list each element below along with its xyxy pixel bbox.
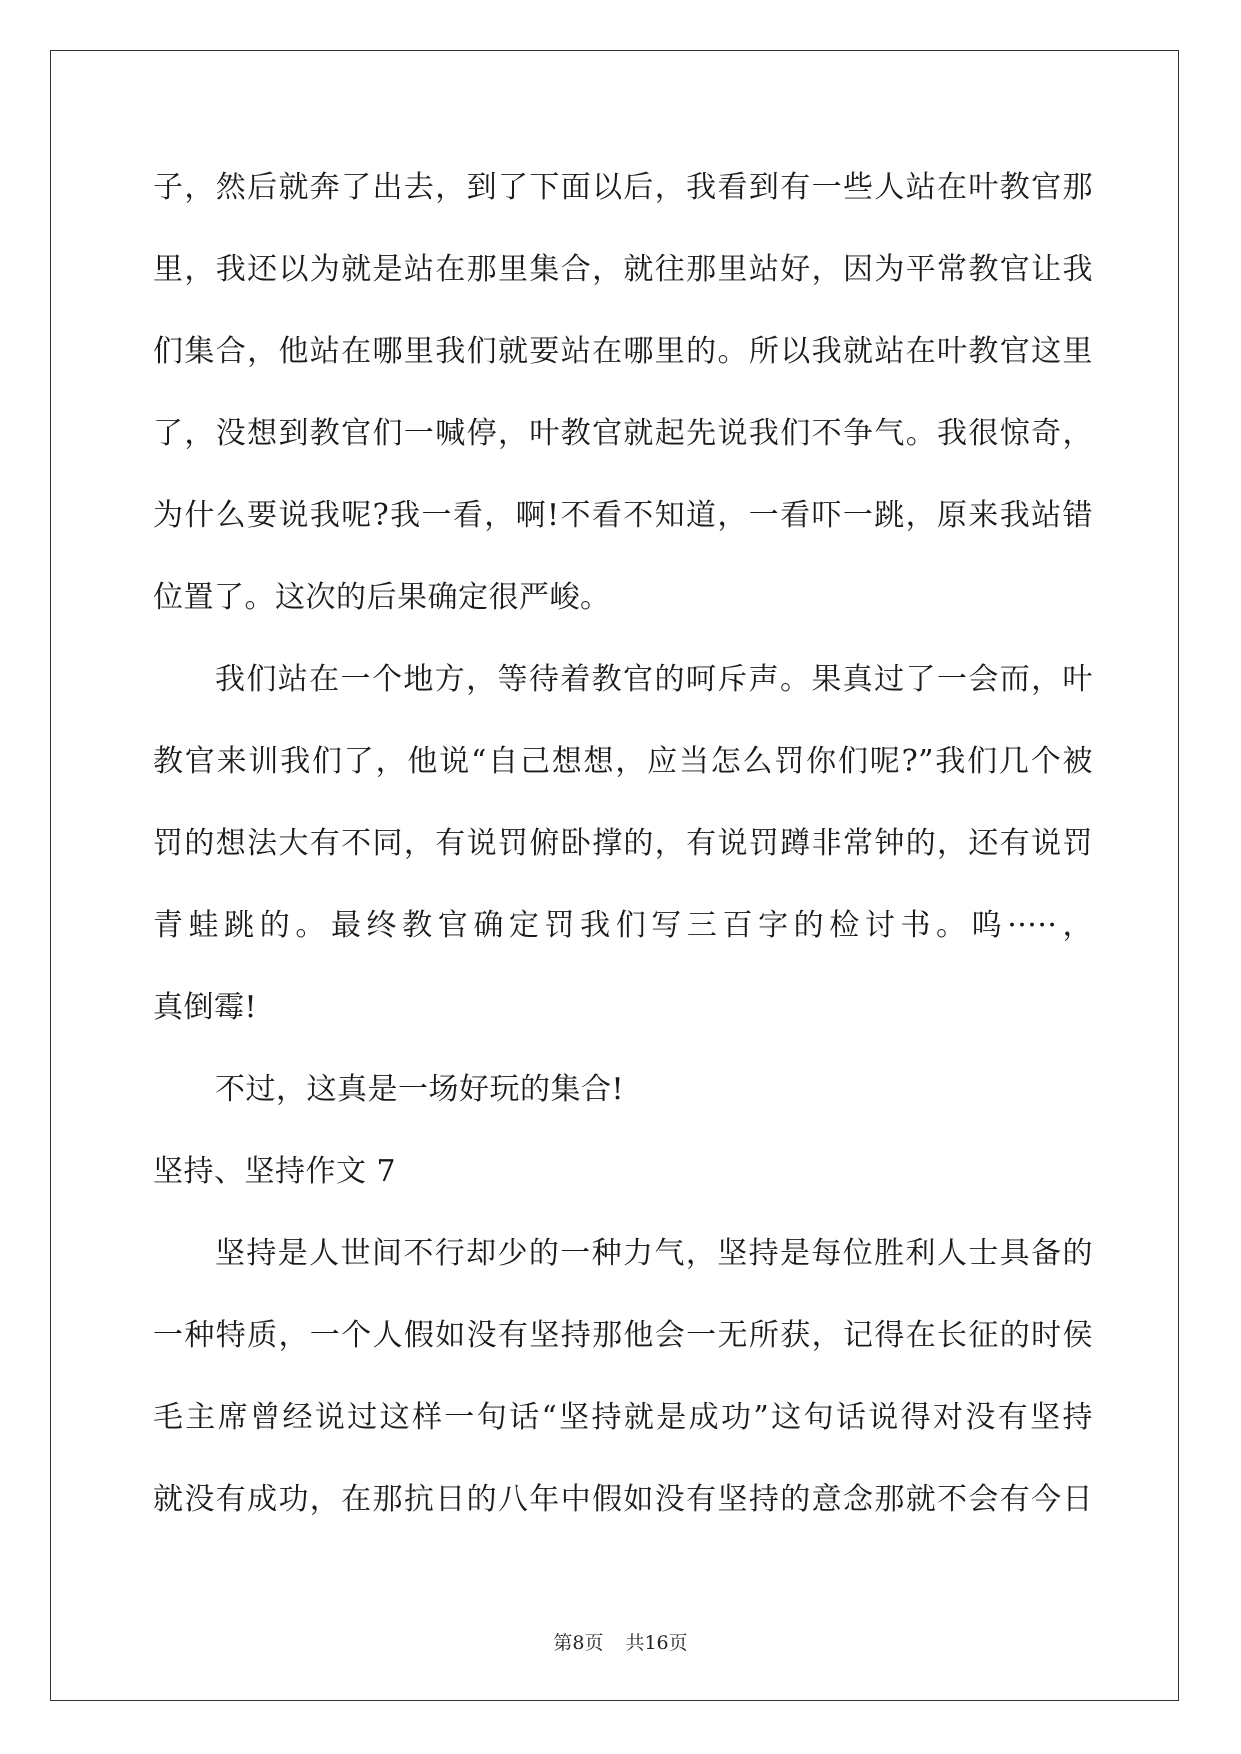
document-body xyxy=(153,162,1093,1556)
text-line: 教官来训我们了，他说“自己想想，应当怎么罚你们呢?”我们几个被 xyxy=(153,744,1093,779)
section-heading xyxy=(153,1146,1093,1228)
text-line: 我们站在一个地方，等待着教官的呵斥声。果真过了一会而，叶 xyxy=(215,662,1093,697)
text-line: 位置了。这次的后果确定很严峻。 xyxy=(153,580,611,615)
text-line: 坚持是人世间不行却少的一种力气，坚持是每位胜利人士具备的 xyxy=(215,1236,1093,1271)
page-footer xyxy=(0,1628,1241,1655)
paragraph xyxy=(153,162,1093,654)
text-line: 了，没想到教官们一喊停，叶教官就起先说我们不争气。我很惊奇， xyxy=(153,416,1093,451)
text-line: 子，然后就奔了出去，到了下面以后，我看到有一些人站在叶教官那 xyxy=(153,170,1093,205)
heading-text: 坚持、坚持作文 7 xyxy=(153,1154,397,1189)
paragraph xyxy=(153,1228,1093,1556)
text-line: 一种特质，一个人假如没有坚持那他会一无所获，记得在长征的时侯 xyxy=(153,1318,1093,1353)
text-line: 罚的想法大有不同，有说罚俯卧撑的，有说罚蹲非常钟的，还有说罚 xyxy=(153,826,1093,861)
text-line: 们集合，他站在哪里我们就要站在哪里的。所以我就站在叶教官这里 xyxy=(153,334,1093,369)
paragraph xyxy=(153,1064,1093,1146)
text-line: 真倒霉! xyxy=(153,990,258,1025)
text-line: 不过，这真是一场好玩的集合! xyxy=(215,1072,625,1107)
paragraph xyxy=(153,654,1093,1064)
page-number: 第8页 xyxy=(553,1632,604,1654)
page-total: 共16页 xyxy=(625,1632,688,1654)
text-line: 就没有成功，在那抗日的八年中假如没有坚持的意念那就不会有今日 xyxy=(153,1482,1093,1517)
text-line: 为什么要说我呢?我一看，啊!不看不知道，一看吓一跳，原来我站错 xyxy=(153,498,1093,533)
text-line: 毛主席曾经说过这样一句话“坚持就是成功”这句话说得对没有坚持 xyxy=(153,1400,1093,1435)
text-line: 青蛙跳的。最终教官确定罚我们写三百字的检讨书。呜·····， xyxy=(153,908,1093,943)
text-line: 里，我还以为就是站在那里集合，就往那里站好，因为平常教官让我 xyxy=(153,252,1093,287)
